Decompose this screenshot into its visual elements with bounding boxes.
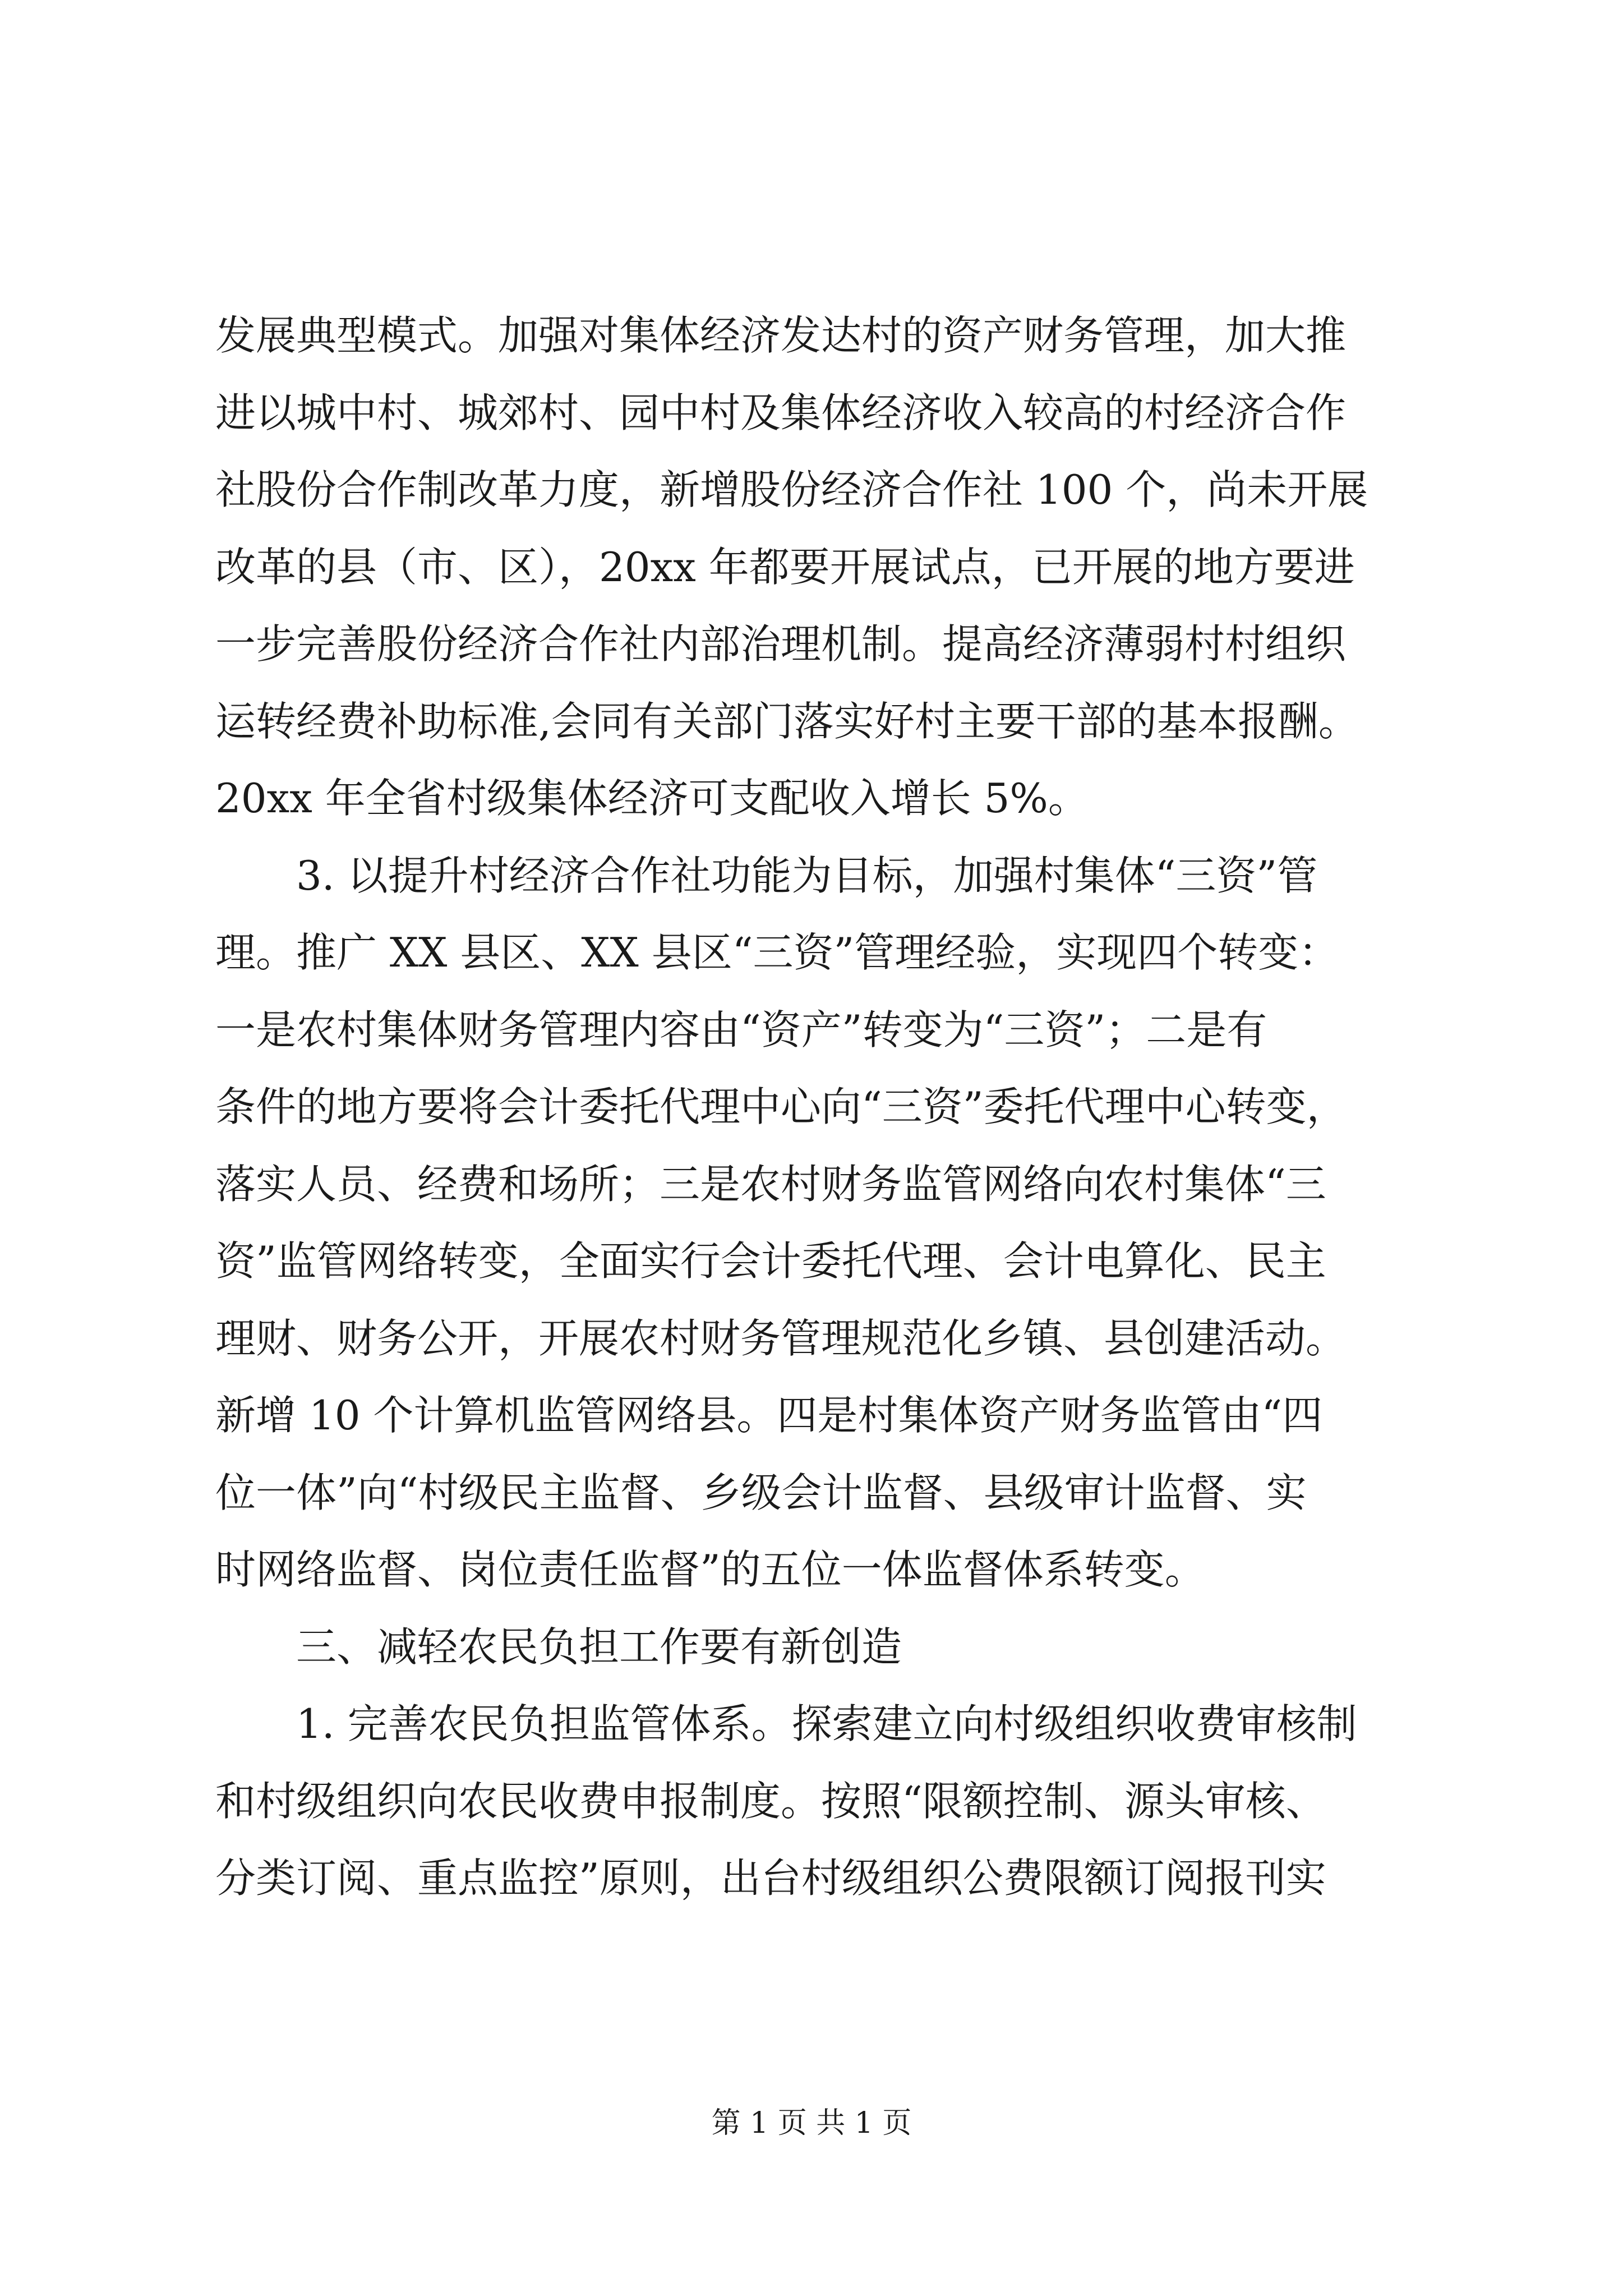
page-footer: 第 1 页 共 1 页 bbox=[711, 2106, 912, 2140]
paragraph-heading-3: 3. 以提升村经济合作社功能为目标，加强村集体“三资”管 bbox=[296, 852, 1318, 899]
paragraph-heading-1: 1. 完善农民负担监管体系。探索建立向村级组织收费审核制 bbox=[296, 1700, 1357, 1747]
text-line-13: 资”监管网络转变，全面实行会计委托代理、会计电算化、民主 bbox=[215, 1237, 1326, 1285]
text-line-21: 分类订阅、重点监控”原则，出台村级组织公费限额订阅报刊实 bbox=[215, 1855, 1326, 1902]
text-line-10: 一是农村集体财务管理内容由“资产”转变为“三资”；二是有 bbox=[215, 1006, 1267, 1053]
text-line-4: 改革的县（市、区），20xx 年都要开展试点，已开展的地方要进 bbox=[215, 543, 1355, 591]
text-line-7: 20xx 年全省村级集体经济可支配收入增长 5%。 bbox=[215, 775, 1089, 822]
section-heading: 三、减轻农民负担工作要有新创造 bbox=[296, 1623, 902, 1671]
document-body bbox=[215, 297, 1438, 1917]
text-line-9: 理。推广 XX 县区、XX 县区“三资”管理经验，实现四个转变： bbox=[215, 929, 1339, 976]
text-line-6: 运转经费补助标准,会同有关部门落实好村主要干部的基本报酬。 bbox=[215, 697, 1359, 745]
text-line-11: 条件的地方要将会计委托代理中心向“三资”委托代理中心转变， bbox=[215, 1083, 1347, 1130]
text-line-17: 时网络监督、岗位责任监督”的五位一体监督体系转变。 bbox=[215, 1546, 1205, 1593]
text-line-15: 新增 10 个计算机监管网络县。四是村集体资产财务监管由“四 bbox=[215, 1392, 1323, 1439]
text-line-2: 进以城中村、城郊村、园中村及集体经济收入较高的村经济合作 bbox=[215, 389, 1347, 436]
text-line-5: 一步完善股份经济合作社内部治理机制。提高经济薄弱村村组织 bbox=[215, 620, 1347, 668]
text-line-16: 位一体”向“村级民主监督、乡级会计监督、县级审计监督、实 bbox=[215, 1469, 1307, 1516]
text-line-14: 理财、财务公开，开展农村财务管理规范化乡镇、县创建活动。 bbox=[215, 1314, 1347, 1362]
text-line-1: 发展典型模式。加强对集体经济发达村的资产财务管理，加大推 bbox=[215, 312, 1347, 359]
text-line-3: 社股份合作制改革力度，新增股份经济合作社 100 个，尚未开展 bbox=[215, 466, 1368, 513]
text-line-20: 和村级组织向农民收费申报制度。按照“限额控制、源头审核、 bbox=[215, 1777, 1326, 1825]
text-line-12: 落实人员、经费和场所；三是农村财务监管网络向农村集体“三 bbox=[215, 1160, 1326, 1208]
